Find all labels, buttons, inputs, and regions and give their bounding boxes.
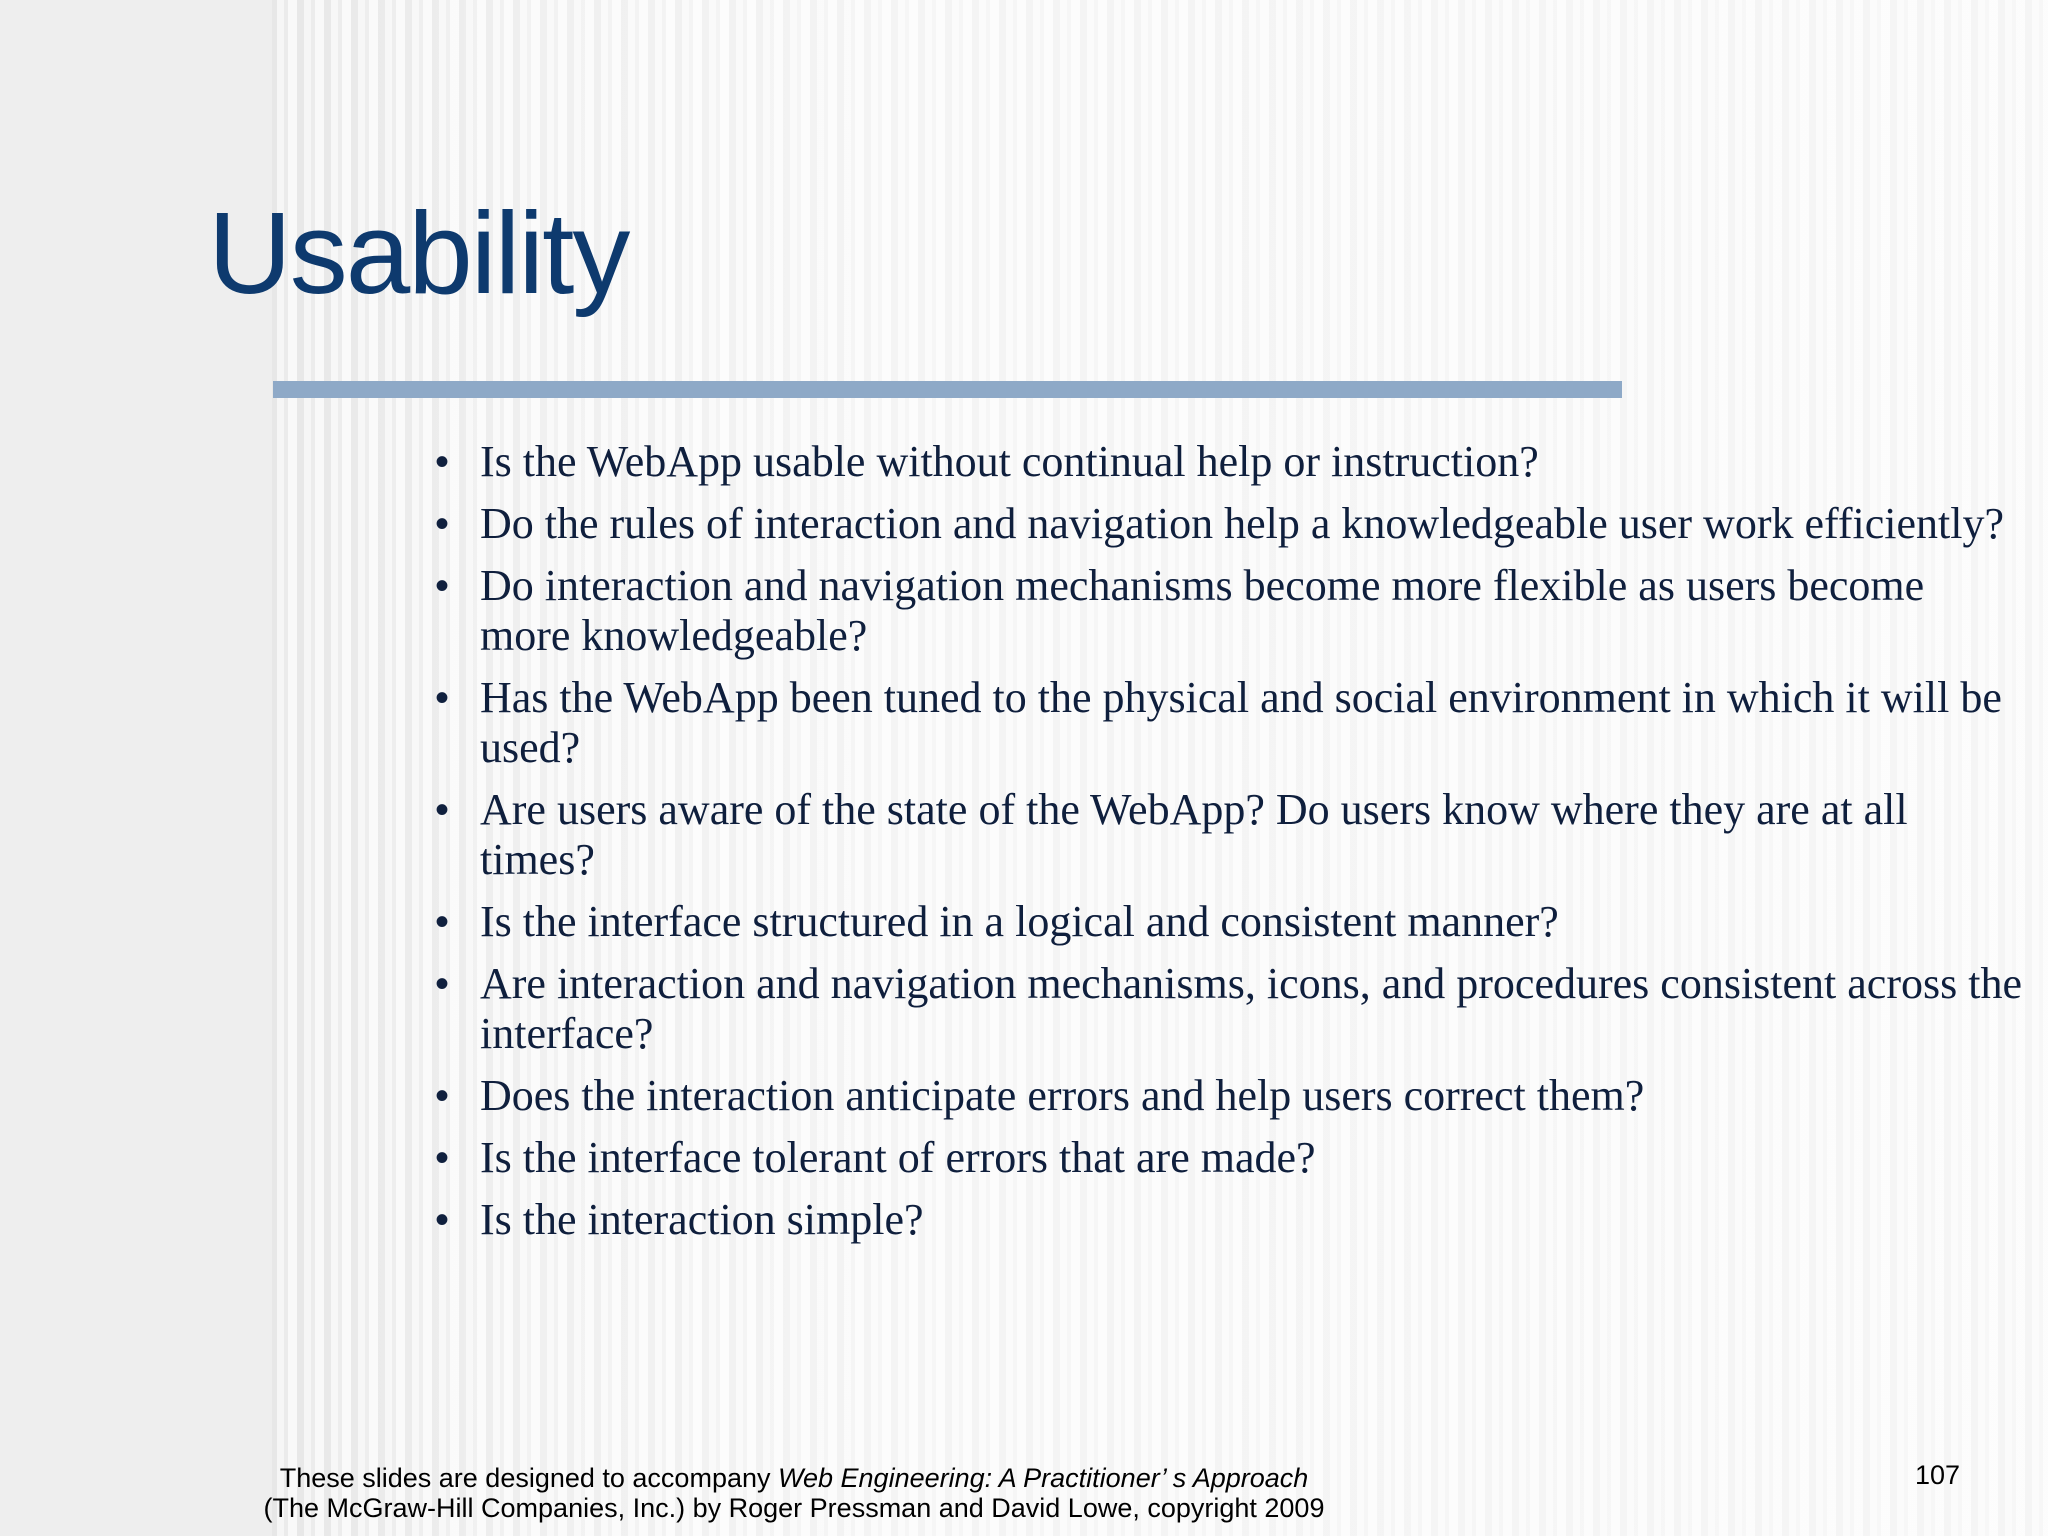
page-number: 107 bbox=[1914, 1460, 1960, 1490]
bullet-dot-icon: • bbox=[435, 1074, 450, 1118]
bullet-text: Is the interface tolerant of errors that are made? bbox=[480, 1133, 1316, 1182]
slide-footer bbox=[224, 1463, 1364, 1523]
bullet-text: Has the WebApp been tuned to the physical and social environment in which it will be used? bbox=[480, 673, 2002, 772]
bullet-dot-icon: • bbox=[435, 502, 450, 546]
bullet-item bbox=[435, 897, 2025, 947]
bullet-text: Do interaction and navigation mechanisms become more flexible as users become more knowledgeable? bbox=[480, 561, 1925, 660]
bullet-item bbox=[435, 785, 2025, 885]
bullet-dot-icon: • bbox=[435, 440, 450, 484]
bullet-item bbox=[435, 1071, 2025, 1121]
bullet-text: Do the rules of interaction and navigation help a knowledgeable user work efficiently? bbox=[480, 499, 2004, 548]
bullet-dot-icon: • bbox=[435, 1198, 450, 1242]
bullet-dot-icon: • bbox=[435, 788, 450, 832]
footer-prefix: These slides are designed to accompany bbox=[279, 1463, 778, 1493]
bullet-dot-icon: • bbox=[435, 900, 450, 944]
bullet-item bbox=[435, 673, 2025, 773]
bullet-text: Is the interface structured in a logical and consistent manner? bbox=[480, 897, 1559, 946]
bullet-dot-icon: • bbox=[435, 962, 450, 1006]
bullet-dot-icon: • bbox=[435, 1136, 450, 1180]
bullet-item bbox=[435, 1195, 2025, 1245]
bullet-text: Is the interaction simple? bbox=[480, 1195, 924, 1244]
footer-line-2: (The McGraw-Hill Companies, Inc.) by Roger Pressman and David Lowe, copyright 2009 bbox=[263, 1493, 1325, 1523]
bullet-text: Is the WebApp usable without continual help or instruction? bbox=[480, 437, 1539, 486]
footer-line-1 bbox=[224, 1463, 1364, 1493]
footer-book-title: Web Engineering: A Practitioner’ s Approach bbox=[778, 1463, 1309, 1493]
slide-title: Usability bbox=[208, 188, 629, 318]
bullet-text: Are interaction and navigation mechanisms, icons, and procedures consistent across the interface? bbox=[480, 959, 2022, 1058]
bullet-list bbox=[435, 437, 2025, 1257]
title-divider bbox=[273, 381, 1622, 398]
bullet-item bbox=[435, 1133, 2025, 1183]
bullet-text: Does the interaction anticipate errors and help users correct them? bbox=[480, 1071, 1645, 1120]
bullet-item bbox=[435, 561, 2025, 661]
bullet-dot-icon: • bbox=[435, 676, 450, 720]
bullet-item bbox=[435, 499, 2025, 549]
bullet-text: Are users aware of the state of the WebApp? Do users know where they are at all times? bbox=[480, 785, 1908, 884]
bullet-item bbox=[435, 959, 2025, 1059]
bullet-item bbox=[435, 437, 2025, 487]
bullet-dot-icon: • bbox=[435, 564, 450, 608]
